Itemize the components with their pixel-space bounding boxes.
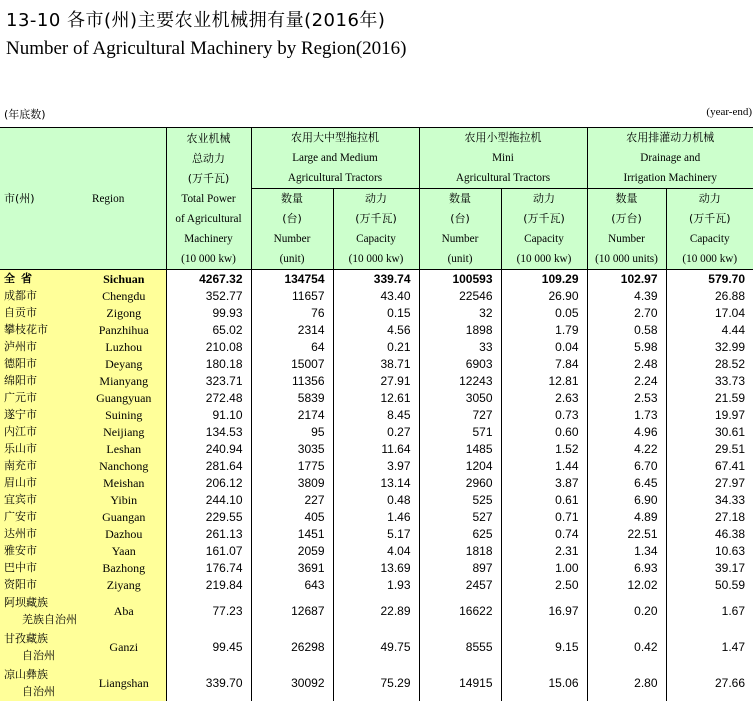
cell-mini-number: 527 (419, 508, 501, 525)
header-capacity-en: Capacity (501, 229, 587, 249)
table-body (0, 270, 753, 702)
cell-drain-capacity: 1.47 (666, 629, 753, 665)
cell-total-power: 91.10 (166, 406, 251, 423)
cell-mini-capacity: 15.06 (501, 665, 587, 701)
header-capacity-en: Capacity (666, 229, 753, 249)
row-city-cn: 全省 (0, 270, 82, 288)
cell-total-power: 176.74 (166, 559, 251, 576)
cell-drain-capacity: 17.04 (666, 304, 753, 321)
cell-large-number: 11657 (251, 287, 333, 304)
cell-large-capacity: 22.89 (333, 593, 419, 629)
row-region-en: Yaan (82, 542, 166, 559)
row-region-en: Guangyuan (82, 389, 166, 406)
row-region-en: Nanchong (82, 457, 166, 474)
cell-mini-capacity: 0.71 (501, 508, 587, 525)
cell-large-number: 95 (251, 423, 333, 440)
cell-mini-number: 525 (419, 491, 501, 508)
header-number-unit-cn: (台) (419, 209, 501, 229)
cell-mini-capacity: 0.04 (501, 338, 587, 355)
table-row (0, 338, 753, 355)
header-mini-tractors-en1: Mini (419, 148, 587, 168)
header-large-tractors-en1: Large and Medium (251, 148, 419, 168)
row-region-en: Luzhou (82, 338, 166, 355)
cell-total-power: 272.48 (166, 389, 251, 406)
header-mini-tractors-cn: 农用小型拖拉机 (419, 128, 587, 149)
cell-mini-number: 1204 (419, 457, 501, 474)
cell-mini-capacity: 3.87 (501, 474, 587, 491)
cell-large-number: 227 (251, 491, 333, 508)
cell-mini-capacity: 1.44 (501, 457, 587, 474)
table-header (0, 128, 753, 270)
table-title-cn: 13-10 各市(州)主要农业机械拥有量(2016年) (6, 10, 386, 31)
cell-drain-capacity: 46.38 (666, 525, 753, 542)
cell-mini-number: 1818 (419, 542, 501, 559)
header-drainage-cn: 农用排灌动力机械 (587, 128, 753, 149)
cell-drain-capacity: 21.59 (666, 389, 753, 406)
cell-drain-number: 6.70 (587, 457, 666, 474)
header-capacity-unit-cn: (万千瓦) (666, 209, 753, 229)
table-row (0, 355, 753, 372)
cell-large-number: 2174 (251, 406, 333, 423)
cell-drain-capacity: 34.33 (666, 491, 753, 508)
cell-large-number: 5839 (251, 389, 333, 406)
cell-large-capacity: 4.56 (333, 321, 419, 338)
cell-drain-capacity: 4.44 (666, 321, 753, 338)
row-region-en: Dazhou (82, 525, 166, 542)
header-number-unit-cn: (台) (251, 209, 333, 229)
cell-large-capacity: 75.29 (333, 665, 419, 701)
cell-total-power: 210.08 (166, 338, 251, 355)
cell-mini-number: 2960 (419, 474, 501, 491)
table-row (0, 440, 753, 457)
cell-drain-capacity: 579.70 (666, 270, 753, 288)
cell-total-power: 206.12 (166, 474, 251, 491)
row-region-en: Ganzi (82, 629, 166, 665)
header-capacity: 动力 (666, 189, 753, 210)
header-capacity-unit-cn: (万千瓦) (333, 209, 419, 229)
cell-large-capacity: 0.27 (333, 423, 419, 440)
cell-drain-number: 0.58 (587, 321, 666, 338)
cell-large-number: 3035 (251, 440, 333, 457)
cell-drain-number: 2.80 (587, 665, 666, 701)
cell-total-power: 244.10 (166, 491, 251, 508)
table-row (0, 629, 753, 665)
cell-drain-capacity: 29.51 (666, 440, 753, 457)
cell-large-capacity: 8.45 (333, 406, 419, 423)
cell-mini-number: 1898 (419, 321, 501, 338)
row-city-cn: 资阳市 (0, 576, 82, 593)
cell-large-capacity: 0.48 (333, 491, 419, 508)
cell-total-power: 161.07 (166, 542, 251, 559)
row-city-cn: 攀枝花市 (0, 321, 82, 338)
cell-total-power: 180.18 (166, 355, 251, 372)
header-total-power: 农业机械 总动力 (万千瓦) Total Power of Agricultural Machinery (10 000 kw) (166, 128, 251, 270)
cell-large-number: 15007 (251, 355, 333, 372)
cell-drain-number: 4.89 (587, 508, 666, 525)
cell-mini-capacity: 2.50 (501, 576, 587, 593)
header-number-unit-en: (unit) (419, 249, 501, 270)
row-region-en: Guangan (82, 508, 166, 525)
machinery-table (0, 127, 753, 701)
cell-large-capacity: 43.40 (333, 287, 419, 304)
cell-mini-number: 1485 (419, 440, 501, 457)
table-row (0, 542, 753, 559)
cell-large-number: 643 (251, 576, 333, 593)
header-number-en: Number (587, 229, 666, 249)
cell-drain-capacity: 28.52 (666, 355, 753, 372)
cell-large-capacity: 0.15 (333, 304, 419, 321)
cell-drain-capacity: 10.63 (666, 542, 753, 559)
cell-drain-number: 0.20 (587, 593, 666, 629)
cell-total-power: 219.84 (166, 576, 251, 593)
cell-large-capacity: 13.14 (333, 474, 419, 491)
cell-large-number: 1775 (251, 457, 333, 474)
table-row (0, 287, 753, 304)
table-row (0, 576, 753, 593)
cell-mini-capacity: 9.15 (501, 629, 587, 665)
cell-drain-number: 5.98 (587, 338, 666, 355)
cell-mini-number: 8555 (419, 629, 501, 665)
row-city-cn: 阿坝藏族 羌族自治州 (0, 593, 82, 629)
cell-mini-capacity: 26.90 (501, 287, 587, 304)
cell-drain-number: 6.45 (587, 474, 666, 491)
cell-drain-number: 6.90 (587, 491, 666, 508)
cell-large-number: 11356 (251, 372, 333, 389)
cell-large-capacity: 27.91 (333, 372, 419, 389)
row-region-en: Yibin (82, 491, 166, 508)
table-row (0, 372, 753, 389)
cell-large-capacity: 12.61 (333, 389, 419, 406)
cell-drain-capacity: 19.97 (666, 406, 753, 423)
cell-large-number: 405 (251, 508, 333, 525)
cell-large-capacity: 3.97 (333, 457, 419, 474)
cell-drain-number: 0.42 (587, 629, 666, 665)
cell-total-power: 240.94 (166, 440, 251, 457)
cell-large-number: 2059 (251, 542, 333, 559)
row-region-en: Meishan (82, 474, 166, 491)
cell-drain-capacity: 27.97 (666, 474, 753, 491)
row-region-en: Neijiang (82, 423, 166, 440)
row-city-cn: 遂宁市 (0, 406, 82, 423)
table-row (0, 474, 753, 491)
table-row (0, 559, 753, 576)
cell-mini-number: 33 (419, 338, 501, 355)
header-region: Region (82, 128, 166, 270)
row-city-cn: 雅安市 (0, 542, 82, 559)
table-row-total (0, 270, 753, 288)
cell-drain-capacity: 67.41 (666, 457, 753, 474)
cell-mini-number: 14915 (419, 665, 501, 701)
cell-large-number: 3691 (251, 559, 333, 576)
header-number-unit-cn: (万台) (587, 209, 666, 229)
cell-drain-number: 12.02 (587, 576, 666, 593)
header-mini-tractors-en2: Agricultural Tractors (419, 168, 587, 189)
cell-total-power: 134.53 (166, 423, 251, 440)
header-number-en: Number (419, 229, 501, 249)
row-city-cn: 泸州市 (0, 338, 82, 355)
row-region-en: Aba (82, 593, 166, 629)
cell-large-number: 134754 (251, 270, 333, 288)
header-drainage-en1: Drainage and (587, 148, 753, 168)
cell-mini-capacity: 1.00 (501, 559, 587, 576)
header-capacity: 动力 (333, 189, 419, 210)
cell-mini-capacity: 2.63 (501, 389, 587, 406)
cell-large-capacity: 339.74 (333, 270, 419, 288)
cell-large-capacity: 4.04 (333, 542, 419, 559)
table-row (0, 457, 753, 474)
cell-total-power: 65.02 (166, 321, 251, 338)
cell-mini-number: 571 (419, 423, 501, 440)
cell-large-capacity: 1.46 (333, 508, 419, 525)
row-region-en: Sichuan (82, 270, 166, 288)
cell-drain-capacity: 39.17 (666, 559, 753, 576)
table-row (0, 593, 753, 629)
cell-large-capacity: 13.69 (333, 559, 419, 576)
cell-mini-number: 3050 (419, 389, 501, 406)
row-city-cn: 成都市 (0, 287, 82, 304)
header-large-tractors-en2: Agricultural Tractors (251, 168, 419, 189)
header-capacity-unit-en: (10 000 kw) (501, 249, 587, 270)
cell-large-number: 76 (251, 304, 333, 321)
cell-drain-number: 2.53 (587, 389, 666, 406)
cell-large-number: 12687 (251, 593, 333, 629)
table-row (0, 423, 753, 440)
header-capacity: 动力 (501, 189, 587, 210)
table-row (0, 525, 753, 542)
cell-total-power: 229.55 (166, 508, 251, 525)
cell-large-capacity: 49.75 (333, 629, 419, 665)
header-capacity-unit-en: (10 000 kw) (333, 249, 419, 270)
table-row (0, 304, 753, 321)
row-city-cn: 德阳市 (0, 355, 82, 372)
row-region-en: Chengdu (82, 287, 166, 304)
cell-mini-number: 897 (419, 559, 501, 576)
row-city-cn: 广安市 (0, 508, 82, 525)
cell-drain-capacity: 27.18 (666, 508, 753, 525)
cell-mini-capacity: 16.97 (501, 593, 587, 629)
header-capacity-en: Capacity (333, 229, 419, 249)
cell-mini-number: 6903 (419, 355, 501, 372)
row-region-en: Ziyang (82, 576, 166, 593)
table-row (0, 665, 753, 701)
cell-drain-number: 1.73 (587, 406, 666, 423)
cell-mini-capacity: 12.81 (501, 372, 587, 389)
cell-mini-number: 22546 (419, 287, 501, 304)
row-city-cn: 自贡市 (0, 304, 82, 321)
cell-total-power: 77.23 (166, 593, 251, 629)
cell-drain-number: 2.48 (587, 355, 666, 372)
cell-mini-capacity: 109.29 (501, 270, 587, 288)
row-region-en: Panzhihua (82, 321, 166, 338)
cell-drain-capacity: 30.61 (666, 423, 753, 440)
row-city-cn: 乐山市 (0, 440, 82, 457)
row-region-en: Mianyang (82, 372, 166, 389)
cell-drain-number: 1.34 (587, 542, 666, 559)
cell-large-capacity: 11.64 (333, 440, 419, 457)
cell-mini-number: 32 (419, 304, 501, 321)
cell-total-power: 99.45 (166, 629, 251, 665)
cell-drain-capacity: 27.66 (666, 665, 753, 701)
cell-drain-capacity: 32.99 (666, 338, 753, 355)
cell-large-number: 3809 (251, 474, 333, 491)
row-city-cn: 巴中市 (0, 559, 82, 576)
row-region-en: Deyang (82, 355, 166, 372)
table-row (0, 389, 753, 406)
header-drainage-en2: Irrigation Machinery (587, 168, 753, 189)
cell-large-number: 30092 (251, 665, 333, 701)
header-number-unit-en: (10 000 units) (587, 249, 666, 270)
cell-large-number: 1451 (251, 525, 333, 542)
cell-mini-capacity: 0.05 (501, 304, 587, 321)
row-region-en: Zigong (82, 304, 166, 321)
row-city-cn: 凉山彝族 自治州 (0, 665, 82, 701)
cell-drain-number: 4.22 (587, 440, 666, 457)
row-city-cn: 南充市 (0, 457, 82, 474)
cell-mini-capacity: 0.74 (501, 525, 587, 542)
header-capacity-unit-cn: (万千瓦) (501, 209, 587, 229)
row-city-cn: 宜宾市 (0, 491, 82, 508)
cell-large-capacity: 1.93 (333, 576, 419, 593)
unit-note-en: (year-end) (706, 106, 752, 118)
cell-total-power: 4267.32 (166, 270, 251, 288)
cell-drain-number: 2.24 (587, 372, 666, 389)
header-number-en: Number (251, 229, 333, 249)
cell-total-power: 339.70 (166, 665, 251, 701)
cell-mini-capacity: 1.52 (501, 440, 587, 457)
cell-mini-capacity: 0.60 (501, 423, 587, 440)
table-title-en: Number of Agricultural Machinery by Region(2016) (6, 38, 407, 59)
header-number: 数量 (587, 189, 666, 210)
cell-drain-capacity: 33.73 (666, 372, 753, 389)
cell-large-capacity: 38.71 (333, 355, 419, 372)
cell-mini-capacity: 7.84 (501, 355, 587, 372)
cell-total-power: 99.93 (166, 304, 251, 321)
cell-mini-capacity: 1.79 (501, 321, 587, 338)
cell-drain-number: 102.97 (587, 270, 666, 288)
cell-drain-number: 22.51 (587, 525, 666, 542)
row-city-cn: 绵阳市 (0, 372, 82, 389)
cell-total-power: 352.77 (166, 287, 251, 304)
cell-total-power: 261.13 (166, 525, 251, 542)
cell-mini-number: 2457 (419, 576, 501, 593)
cell-drain-number: 2.70 (587, 304, 666, 321)
table-row (0, 491, 753, 508)
cell-large-number: 26298 (251, 629, 333, 665)
cell-mini-capacity: 2.31 (501, 542, 587, 559)
cell-mini-number: 625 (419, 525, 501, 542)
header-large-tractors-cn: 农用大中型拖拉机 (251, 128, 419, 149)
header-number: 数量 (251, 189, 333, 210)
table-row (0, 406, 753, 423)
cell-drain-capacity: 50.59 (666, 576, 753, 593)
cell-drain-capacity: 26.88 (666, 287, 753, 304)
table-row (0, 508, 753, 525)
row-region-en: Suining (82, 406, 166, 423)
cell-mini-number: 12243 (419, 372, 501, 389)
row-region-en: Liangshan (82, 665, 166, 701)
row-city-cn: 广元市 (0, 389, 82, 406)
row-city-cn: 达州市 (0, 525, 82, 542)
row-city-cn: 眉山市 (0, 474, 82, 491)
cell-mini-number: 727 (419, 406, 501, 423)
cell-mini-capacity: 0.61 (501, 491, 587, 508)
cell-mini-number: 16622 (419, 593, 501, 629)
cell-drain-number: 4.39 (587, 287, 666, 304)
unit-note-cn: (年底数) (4, 108, 46, 121)
cell-large-capacity: 0.21 (333, 338, 419, 355)
row-city-cn: 内江市 (0, 423, 82, 440)
cell-mini-number: 100593 (419, 270, 501, 288)
cell-drain-number: 4.96 (587, 423, 666, 440)
cell-drain-capacity: 1.67 (666, 593, 753, 629)
cell-total-power: 281.64 (166, 457, 251, 474)
header-number: 数量 (419, 189, 501, 210)
header-capacity-unit-en: (10 000 kw) (666, 249, 753, 270)
table-row (0, 321, 753, 338)
cell-large-number: 2314 (251, 321, 333, 338)
header-city: 市(州) (0, 128, 82, 270)
header-number-unit-en: (unit) (251, 249, 333, 270)
cell-mini-capacity: 0.73 (501, 406, 587, 423)
row-region-en: Bazhong (82, 559, 166, 576)
cell-total-power: 323.71 (166, 372, 251, 389)
cell-large-number: 64 (251, 338, 333, 355)
row-city-cn: 甘孜藏族 自治州 (0, 629, 82, 665)
cell-large-capacity: 5.17 (333, 525, 419, 542)
row-region-en: Leshan (82, 440, 166, 457)
cell-drain-number: 6.93 (587, 559, 666, 576)
